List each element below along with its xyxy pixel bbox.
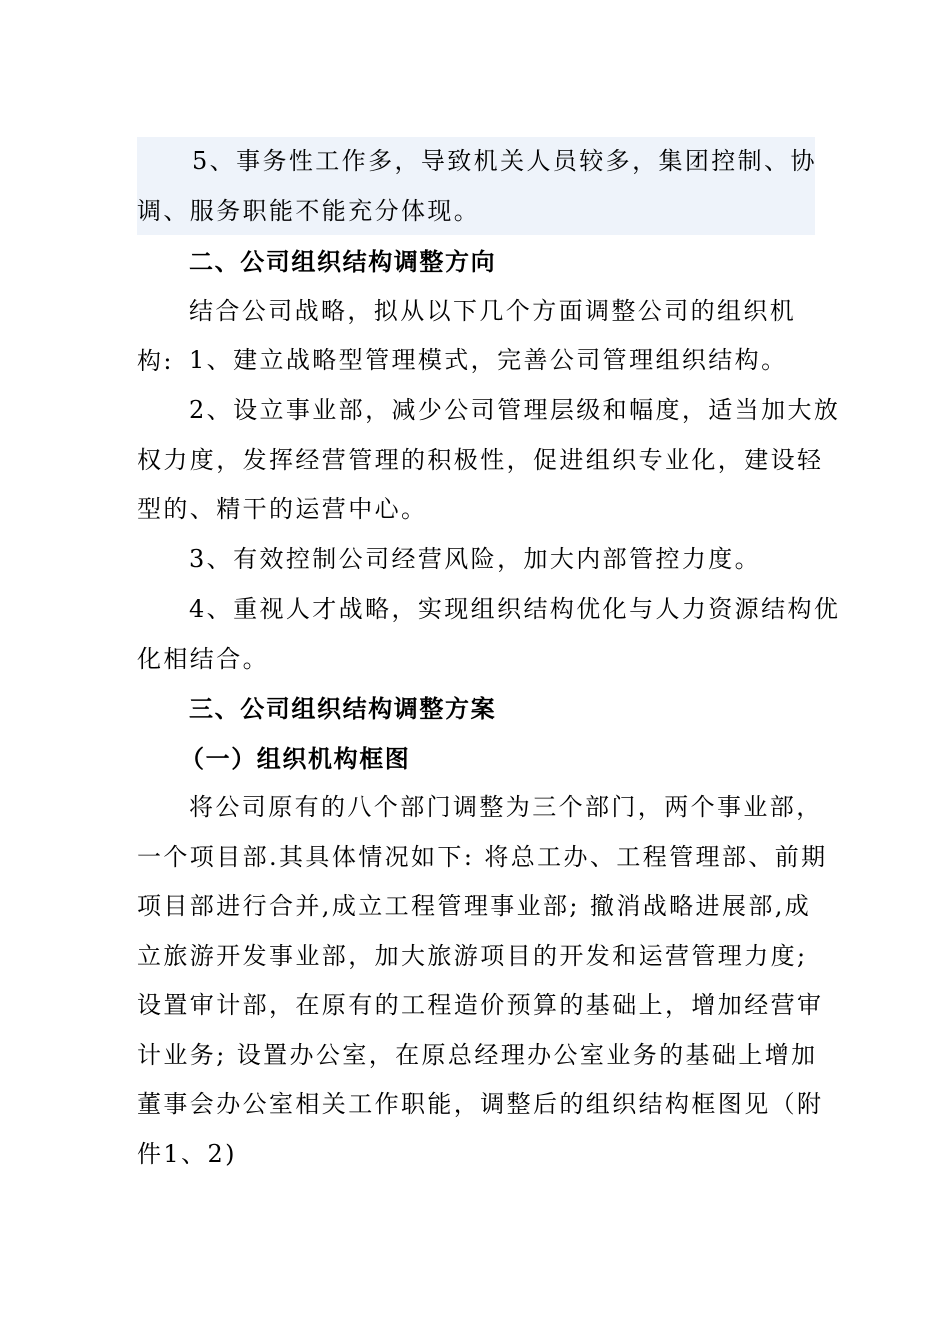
- paragraph-item-1: 1、建立战略型管理模式，完善公司管理组织结构。: [189, 346, 788, 374]
- section-heading-2: 二、公司组织结构调整方向: [189, 247, 497, 276]
- paragraph-line: 件1、2): [137, 1139, 237, 1168]
- paragraph-line: 型的、精干的运营中心。: [137, 495, 428, 523]
- paragraph-line: 设置审计部，在原有的工程造价预算的基础上，增加经营审: [137, 991, 824, 1019]
- paragraph-item-4: [137, 585, 841, 684]
- paragraph-line: 董事会办公室相关工作职能，调整后的组织结构框图见（附: [137, 1090, 824, 1118]
- paragraph-line: 权力度，发挥经营管理的积极性，促进组织专业化，建设轻: [137, 445, 824, 474]
- paragraph-intro: 结合公司战略，拟从以下几个方面调整公司的组织机构:: [137, 297, 797, 375]
- paragraph-item-2: [137, 386, 841, 535]
- paragraph-item-5: [137, 137, 817, 236]
- subsection-heading-3-1: （一）组织机构框图: [180, 744, 411, 773]
- paragraph-line: 项目部进行合并,成立工程管理事业部; 撤消战略进展部,成: [137, 892, 812, 920]
- section-heading-3: 三、公司组织结构调整方案: [189, 694, 497, 723]
- paragraph-line: 5、事务性工作多，导致机关人员较多，集团控制、协: [192, 147, 817, 175]
- paragraph-line: 4、重视人才战略，实现组织结构优化与人力资源结构优: [189, 595, 841, 623]
- paragraph-line: 化相结合。: [137, 644, 269, 673]
- paragraph-line: 调、服务职能不能充分体现。: [137, 196, 481, 225]
- paragraph-line: 将公司原有的八个部门调整为三个部门，两个事业部，: [189, 793, 823, 821]
- paragraph-plan: [137, 783, 828, 1179]
- paragraph-line: 一个项目部.其具体情况如下: 将总工办、工程管理部、前期: [137, 842, 828, 871]
- paragraph-line: 2、设立事业部，减少公司管理层级和幅度，适当加大放: [189, 396, 841, 424]
- paragraph-item-3: 3、有效控制公司经营风险，加大内部管控力度。: [189, 545, 762, 573]
- paragraph-line: 计业务; 设置办公室，在原总经理办公室业务的基础上增加: [137, 1040, 818, 1069]
- paragraph-line: 立旅游开发事业部，加大旅游项目的开发和运营管理力度;: [137, 941, 808, 970]
